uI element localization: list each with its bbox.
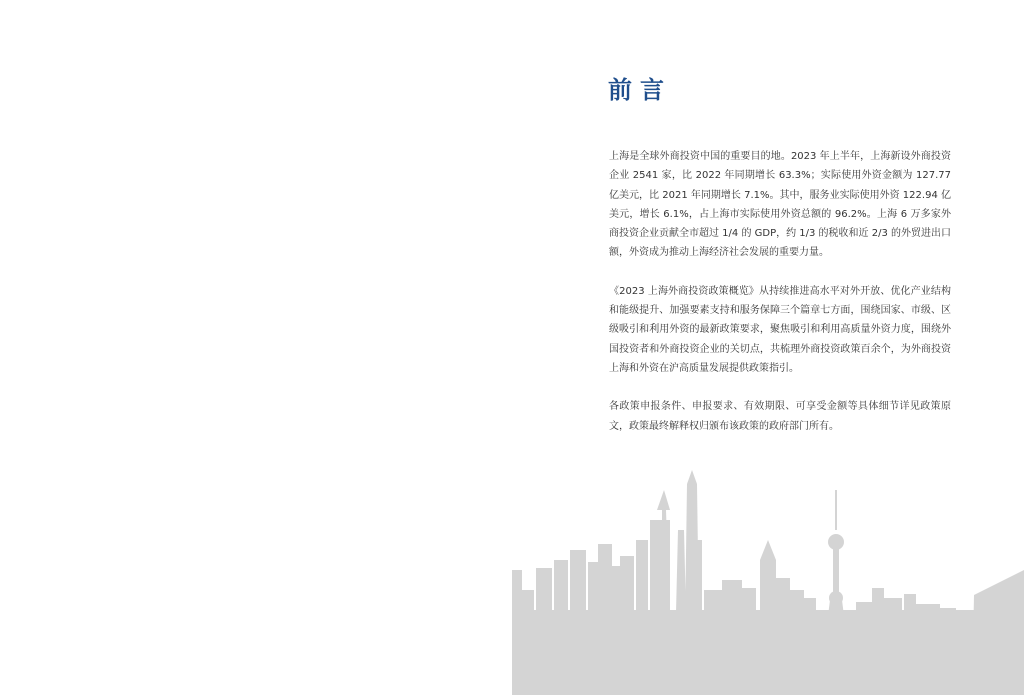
- preface-body: [609, 147, 951, 455]
- preface-page: [512, 0, 1024, 695]
- skyline-silhouette: [512, 470, 1024, 695]
- city-skyline-illustration: [512, 470, 1024, 695]
- preface-paragraph-3: 各政策申报条件、申报要求、有效期限、可享受金额等具体细节详见政策原文，政策最终解释权归颁布该政策的政府部门所有。: [609, 401, 951, 432]
- page-title: 前言: [608, 76, 672, 104]
- preface-paragraph-1: 上海是全球外商投资中国的重要目的地。2023 年上半年，上海新设外商投资企业 2541 家，比 2022 年同期增长 63.3%；实际使用外资金额为 127.77 亿美元，比 2021 年同期增长 7.1%。其中，服务业实际使用外资 122.94 亿美元，增长 6.1%，占上海市实际使用外资总额的 96.2%。上海 6 万多家外商投资企业贡献全市超过 1/4 的 GDP，约 1/3 的税收和近 2/3 的外贸进出口额，外资成为推动上海经济社会发展的重要力量。: [609, 151, 952, 259]
- preface-paragraph-2: 《2023 上海外商投资政策概览》从持续推进高水平对外开放、优化产业结构和能级提升、加强要素支持和服务保障三个篇章七方面，围绕国家、市级、区级吸引和利用外资的最新政策要求，聚焦吸引和利用高质量外资力度，围绕外国投资者和外商投资企业的关切点，共梳理外商投资政策百余个，为外商投资上海和外资在沪高质量发展提供政策指引。: [609, 285, 951, 374]
